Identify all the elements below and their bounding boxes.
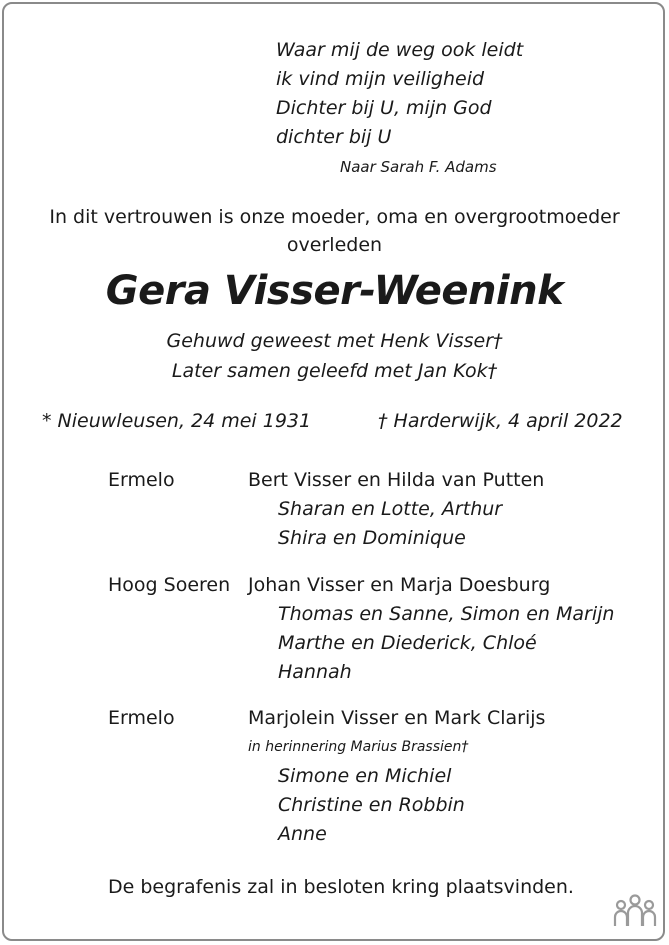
poem-line: Waar mij de weg ook leidt [276, 39, 524, 61]
family-parents: Marjolein Visser en Mark Clarijs [248, 707, 546, 729]
poem-credit: Naar Sarah F. Adams [340, 158, 497, 176]
poem-line: ik vind mijn veiligheid [276, 68, 485, 90]
people-logo-icon [612, 893, 658, 929]
deceased-name: Gera Visser-Weenink [105, 268, 564, 314]
memorial-note: in herinnering Marius Brassien† [248, 739, 469, 755]
family-parents: Johan Visser en Marja Doesburg [248, 574, 551, 596]
poem-line: dichter bij U [276, 126, 392, 148]
relation-line: Later samen geleefd met Jan Kok† [171, 360, 498, 382]
birth-date: * Nieuwleusen, 24 mei 1931 [42, 410, 312, 432]
family-children: Shira en Dominique [278, 527, 466, 549]
family-children: Sharan en Lotte, Arthur [278, 498, 503, 520]
family-children: Thomas en Sanne, Simon en Marijn [278, 603, 615, 625]
family-place: Ermelo [108, 707, 175, 729]
family-children: Hannah [278, 661, 352, 683]
intro-line: In dit vertrouwen is onze moeder, oma en overgrootmoeder [49, 206, 620, 228]
family-children: Simone en Michiel [278, 765, 452, 787]
family-parents: Bert Visser en Hilda van Putten [248, 469, 545, 491]
poem-line: Dichter bij U, mijn God [276, 97, 492, 119]
relation-line: Gehuwd geweest met Henk Visser† [166, 330, 503, 352]
family-children: Anne [278, 823, 327, 845]
funeral-note: De begrafenis zal in besloten kring plaatsvinden. [108, 876, 574, 898]
family-place: Ermelo [108, 469, 175, 491]
intro-line: overleden [286, 234, 383, 256]
death-date: † Harderwijk, 4 april 2022 [378, 410, 623, 432]
family-children: Marthe en Diederick, Chloé [278, 632, 537, 654]
family-place: Hoog Soeren [108, 574, 231, 596]
family-children: Christine en Robbin [278, 794, 465, 816]
